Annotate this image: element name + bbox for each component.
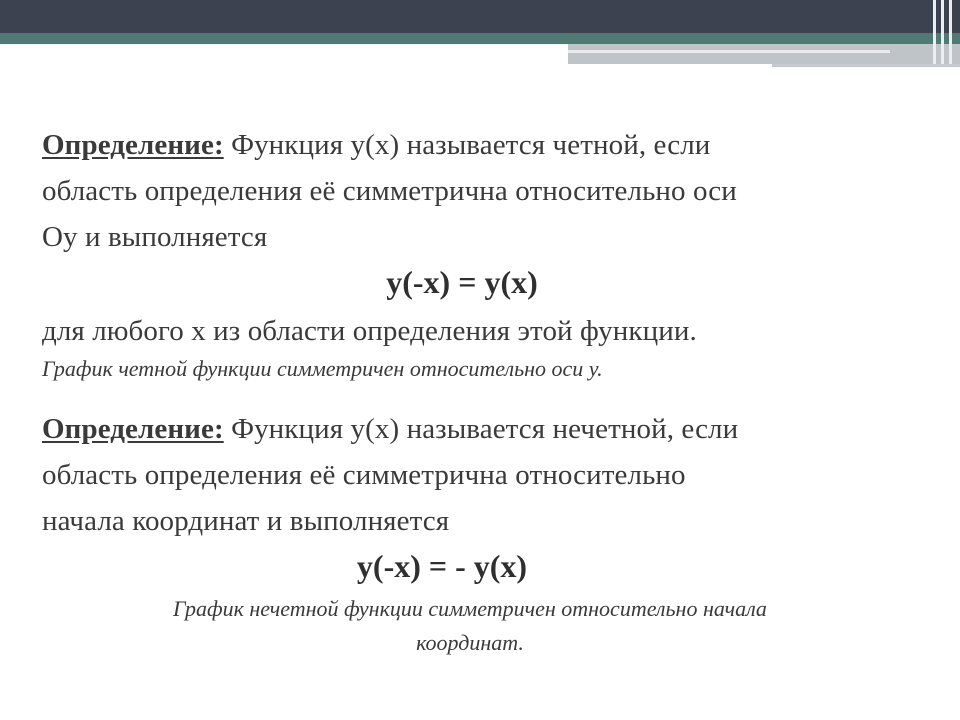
odd-graph-note-line-1: График нечетной функции симметричен относительно начала	[173, 596, 767, 621]
header-decor-bar	[933, 0, 936, 64]
header-teal-band	[0, 33, 960, 44]
odd-graph-note-line-2: координат.	[416, 630, 524, 655]
header-decor-line	[568, 50, 890, 53]
odd-definition-line-2: область определения её симметрична относительно	[42, 459, 686, 491]
even-graph-note: График четной функции симметричен относительно оси у.	[42, 356, 603, 381]
even-definition-line-2: область определения её симметрична относительно оси	[42, 175, 737, 207]
odd-definition-line-1	[42, 406, 942, 452]
even-definition-line-4: для любого х из области определения этой функции.	[42, 315, 697, 347]
odd-function-definition	[42, 406, 942, 660]
slide-content	[42, 122, 942, 660]
even-formula: y(-x) = y(x)	[386, 264, 538, 300]
definition-term: Определение:	[42, 129, 224, 161]
header-decor-bar	[941, 0, 944, 64]
header-decor-line	[772, 64, 960, 67]
even-function-definition	[42, 122, 942, 384]
definition-term: Определение:	[42, 413, 224, 445]
header-grey-strip	[568, 44, 960, 64]
header-decor-bar	[949, 0, 952, 64]
even-definition-line-3: Оу и выполняется	[42, 221, 268, 253]
even-definition-line-1	[42, 122, 942, 168]
definition-text: Функция у(х) называется нечетной, если	[223, 413, 739, 445]
odd-definition-line-3: начала координат и выполняется	[42, 505, 450, 537]
definition-text: Функция у(х) называется четной, если	[223, 129, 711, 161]
odd-formula: y(-x) = - y(x)	[356, 548, 528, 584]
header-dark-band	[0, 0, 960, 33]
